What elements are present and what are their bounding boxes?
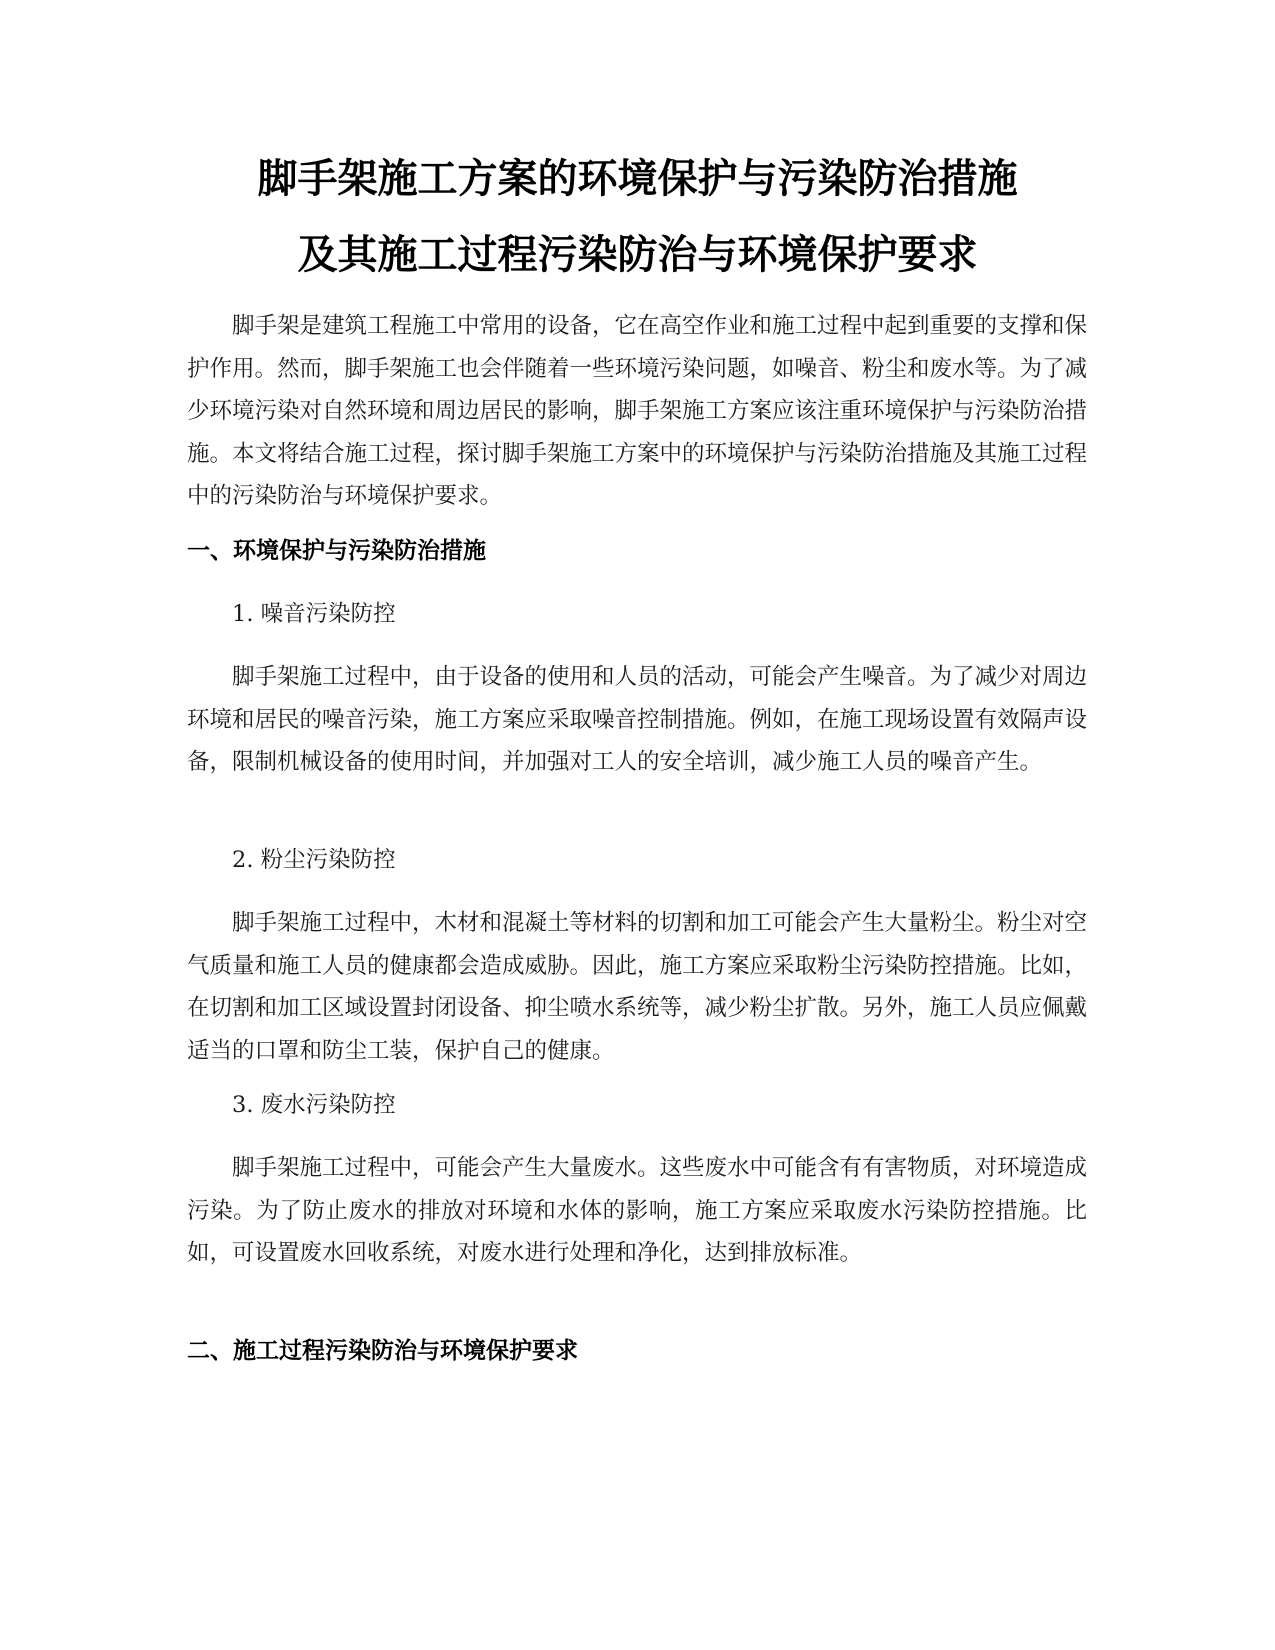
section-1-heading: 一、环境保护与污染防治措施 xyxy=(187,538,486,564)
section-1-item-1-title: 1. 噪音污染防控 xyxy=(232,601,396,627)
section-1-item-3-text: 脚手架施工过程中，可能会产生大量废水。这些废水中可能含有有害物质，对环境造成污染。为了防止废水的排放对环境和水体的影响，施工方案应采取废水污染防控措施。比如，可设置废水回收系统，对废水进行处理和净化，达到排放标准。 xyxy=(187,1155,1088,1267)
section-1-item-2-title: 2. 粉尘污染防控 xyxy=(232,847,396,873)
section-1-item-2-text: 脚手架施工过程中，木材和混凝土等材料的切割和加工可能会产生大量粉尘。粉尘对空气质量和施工人员的健康都会造成威胁。因此，施工方案应采取粉尘污染防控措施。比如，在切割和加工区域设置封闭设备、抑尘喷水系统等，减少粉尘扩散。另外，施工人员应佩戴适当的口罩和防尘工装，保护自己的健康。 xyxy=(187,910,1088,1064)
section-2-heading: 二、施工过程污染防治与环境保护要求 xyxy=(187,1338,578,1364)
document-title-line-1: 脚手架施工方案的环境保护与污染防治措施 xyxy=(257,156,1018,202)
intro-paragraph: 脚手架是建筑工程施工中常用的设备，它在高空作业和施工过程中起到重要的支撑和保护作用。然而，脚手架施工也会伴随着一些环境污染问题，如噪音、粉尘和废水等。为了减少环境污染对自然环境和周边居民的影响，脚手架施工方案应该注重环境保护与污染防治措施。本文将结合施工过程，探讨脚手架施工方案中的环境保护与污染防治措施及其施工过程中的污染防治与环境保护要求。 xyxy=(187,313,1088,510)
section-1-item-3-title: 3. 废水污染防控 xyxy=(232,1092,396,1118)
document-title-line-2: 及其施工过程污染防治与环境保护要求 xyxy=(297,232,978,278)
section-1-item-1-text: 脚手架施工过程中，由于设备的使用和人员的活动，可能会产生噪音。为了减少对周边环境和居民的噪音污染，施工方案应采取噪音控制措施。例如，在施工现场设置有效隔声设备，限制机械设备的使用时间，并加强对工人的安全培训，减少施工人员的噪音产生。 xyxy=(187,664,1088,776)
